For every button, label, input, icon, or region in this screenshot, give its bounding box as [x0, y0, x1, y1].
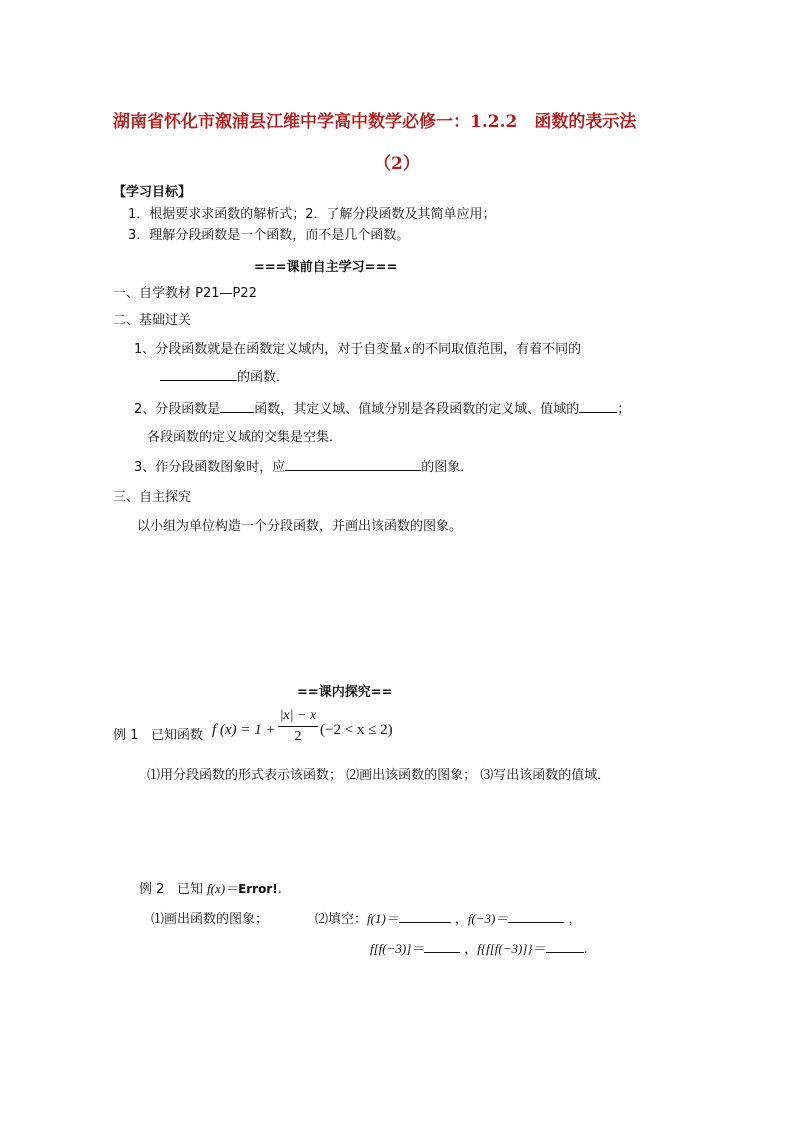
pre-class-heading: ===课前自主学习=== — [254, 260, 398, 275]
question-1-text-b: 的不同取值范围，有着不同的 — [412, 342, 582, 357]
example-2-part-1: ⑴画出函数的图象； — [151, 912, 269, 927]
example-1-label: 例 1 — [113, 728, 139, 743]
answer-blank[interactable] — [546, 940, 584, 953]
answer-blank[interactable] — [220, 400, 254, 413]
fraction-bar — [278, 726, 318, 727]
question-2-text-b: 函数，其定义域、值域分别是各段函数的定义域、值域的 — [254, 402, 580, 417]
answer-blank[interactable] — [399, 910, 451, 923]
example-1-function: f (x) = 1 + — [212, 722, 276, 738]
question-2-cont: 各段函数的定义域的交集是空集． — [147, 430, 343, 445]
example-2-fill-label: ⑵填空： — [315, 912, 368, 927]
answer-blank[interactable] — [579, 400, 617, 413]
section-2: 二、基础过关 — [113, 313, 192, 328]
explore-text: 以小组为单位构造一个分段函数，并画出该函数的图象。 — [137, 519, 463, 534]
question-3 — [134, 456, 473, 475]
example-1-domain: (−2 < x ≤ 2) — [320, 722, 393, 738]
f-minus-3: f(−3)＝ — [467, 911, 509, 926]
question-3-text-b: 的图象． — [421, 460, 474, 475]
in-class-heading: ==课内探究== — [297, 685, 393, 700]
comma: ， — [454, 912, 468, 927]
example-1-fraction — [278, 708, 318, 745]
answer-blank[interactable] — [508, 910, 564, 923]
goal-item-1: 1．根据要求求函数的解析式；2．了解分段函数及其简单应用； — [128, 207, 496, 222]
f-f-f-minus-3: f{f[f(−3)]}＝ — [477, 941, 546, 956]
example-2-function: f(x)＝ — [207, 881, 239, 896]
document-title: 湖南省怀化市溆浦县江维中学高中数学必修一：1.2.2 函数的表示法 — [113, 112, 637, 132]
answer-blank[interactable] — [160, 368, 237, 381]
period: . — [583, 942, 588, 957]
f-1: f(1)＝ — [367, 911, 399, 926]
example-1-text: 已知函数 — [151, 728, 204, 743]
question-1-text-c: 的函数． — [237, 370, 290, 385]
example-2-label: 例 2 — [139, 882, 165, 897]
example-2-dot: . — [277, 882, 282, 897]
question-1-cont — [160, 366, 289, 385]
goals-header: 【学习目标】 — [113, 185, 192, 200]
fraction-numerator: |x| − x — [279, 708, 317, 723]
question-3-text-a: 3、作分段函数图象时，应 — [134, 460, 286, 475]
question-2 — [134, 398, 630, 417]
variable-x: x — [404, 341, 411, 356]
goal-item-2: 3．理解分段函数是一个函数，而不是几个函数。 — [128, 228, 410, 243]
example-2-line — [177, 878, 282, 897]
comma: ， — [568, 912, 582, 927]
comma: ， — [464, 942, 478, 957]
question-1-text-a: 1、分段函数就是在函数定义域内，对于自变量 — [134, 342, 403, 357]
section-1: 一、自学教材 P21—P22 — [113, 286, 257, 301]
f-f-minus-3: f[f(−3)]＝ — [370, 941, 425, 956]
answer-blank[interactable] — [424, 940, 460, 953]
example-1-parts: ⑴用分段函数的形式表示该函数； ⑵画出该函数的图象； ⑶写出该函数的值域． — [147, 768, 611, 783]
question-1 — [134, 338, 581, 357]
fraction-denominator: 2 — [294, 729, 302, 744]
section-3: 三、自主探究 — [113, 490, 192, 505]
question-2-text-a: 2、分段函数是 — [134, 402, 221, 417]
example-2-part-2-cont — [370, 938, 588, 957]
example-2-error: Error! — [238, 882, 278, 896]
answer-blank[interactable] — [285, 458, 421, 471]
question-2-text-c: ； — [617, 402, 631, 417]
example-2-part-2 — [315, 908, 581, 927]
example-2-text: 已知 — [177, 882, 204, 897]
document-title-part: （2） — [374, 154, 420, 174]
